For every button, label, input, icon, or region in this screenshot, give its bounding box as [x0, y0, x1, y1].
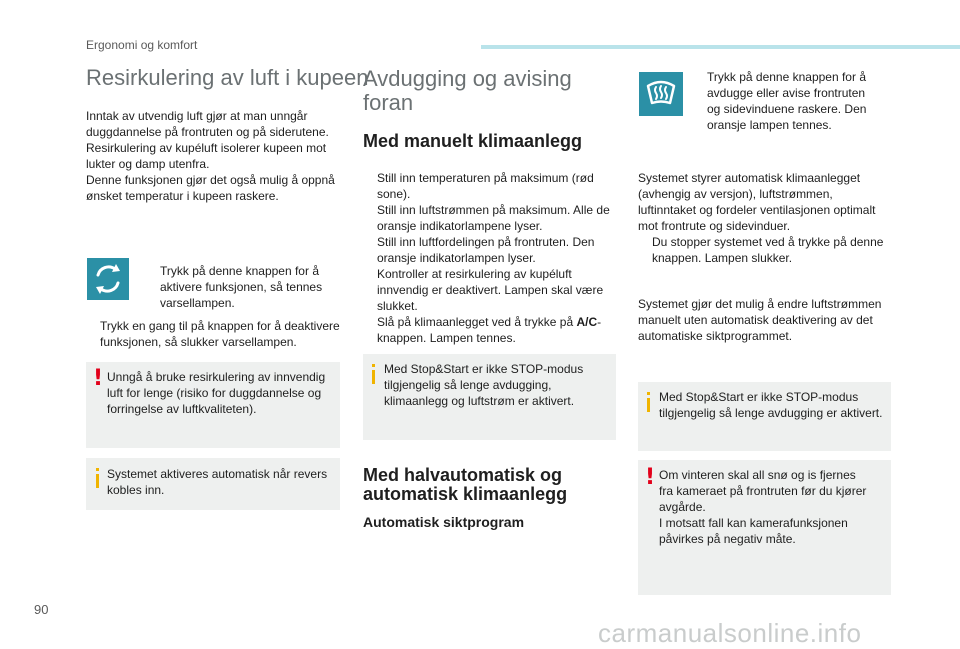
text-line: Systemet styrer automatisk klimaanlegget [638, 171, 861, 185]
text-line: mot frontrute og sidevinduer. [638, 219, 791, 233]
text-line: ønsket temperatur i kupeen raskere. [86, 189, 279, 203]
text-line: Still inn luftfordelingen på frontruten. Den [377, 235, 595, 249]
col2-title [363, 67, 572, 115]
text-line: forringelse av luftkvaliteten). [107, 402, 257, 416]
text-line: lukter og damp utenfra. [86, 157, 210, 171]
text-span: - [597, 315, 602, 329]
text-line: automatiske siktprogrammet. [638, 329, 793, 343]
text-line: Om vinteren skal all snø og is fjernes [659, 468, 856, 482]
text-line: Trykk på denne knappen for å [707, 70, 866, 84]
text-line: slukket. [377, 299, 418, 313]
recirculation-icon [87, 258, 129, 300]
text-line: funksjonen, så slukker varsellampen. [100, 335, 297, 349]
text-line: avgårde. [659, 500, 706, 514]
text-line: duggdannelse på frontruten og på siderutene. [86, 125, 329, 139]
text-line: aktivere funksjonen, så tennes [160, 280, 323, 294]
text-line: oransje indikatorlampene lyser. [377, 219, 543, 233]
col1-icon-bullet [146, 263, 346, 311]
text-line: I motsatt fall kan kamerafunksjonen [659, 516, 848, 530]
info-box [86, 458, 340, 510]
text-line: oransje indikatorlampen lyser. [377, 251, 536, 265]
defrost-windshield-icon [639, 72, 683, 116]
info-box [363, 354, 616, 440]
col1-bullet [86, 318, 346, 350]
text-line: Trykk en gang til på knappen for å deaktivere [100, 319, 340, 333]
text-line: Systemet aktiveres automatisk når revers [107, 467, 328, 481]
warning-box [638, 460, 891, 595]
text-line: luftinntaket og fordeler ventilasjonen optimalt [638, 203, 876, 217]
col2-bullets [363, 170, 623, 346]
col3-para2 [638, 296, 900, 344]
subtitle-manual: Med manuelt klimaanlegg [363, 131, 583, 151]
text-line: sone). [377, 187, 411, 201]
title-line: automatisk klimaanlegg [363, 484, 568, 504]
text-line: knappen. Lampen slukker. [652, 251, 793, 265]
watermark: carmanualsonline.info [598, 618, 862, 648]
page-number: 90 [34, 602, 49, 617]
title-line: Med halvautomatisk og [363, 465, 563, 485]
col1-intro [86, 108, 346, 204]
warning-box [86, 362, 340, 448]
text-line: innvendig er deaktivert. Lampen skal være [377, 283, 604, 297]
text-line: Med Stop&Start er ikke STOP-modus [659, 390, 859, 404]
col1-title: Resirkulering av luft i kupeen [86, 65, 369, 90]
text-line: Kontroller at resirkulering av kupéluft [377, 267, 572, 281]
text-line: avdugge eller avise frontruten [707, 86, 866, 100]
text-line: oransje lampen tennes. [707, 118, 832, 132]
section-title: Ergonomi og komfort [86, 38, 198, 52]
section-bar [481, 45, 960, 49]
subtitle-visibility: Automatisk siktprogram [363, 514, 525, 530]
text-line: Still inn temperaturen på maksimum (rød [377, 171, 594, 185]
text-line: klimaanlegg og luftstrøm er aktivert. [384, 394, 575, 408]
text-span: Slå på klimaanlegget ved å trykke på [377, 315, 577, 329]
col3-icon-bullet [693, 69, 893, 133]
text-line: tilgjengelig så lenge avdugging, [384, 378, 552, 392]
info-box [638, 382, 891, 451]
col3-para1 [638, 170, 900, 266]
text-line: Trykk på denne knappen for å [160, 264, 319, 278]
title-line: Avdugging og avising [363, 66, 572, 91]
text-line: knappen. Lampen tennes. [377, 331, 516, 345]
text-line: påvirkes på negativ måte. [659, 532, 796, 546]
text-line: tilgjengelig så lenge avdugging er aktivert. [659, 406, 883, 420]
text-line: manuelt uten automatisk deaktivering av det [638, 313, 873, 327]
text-line: Systemet gjør det mulig å endre luftstrømmen [638, 297, 882, 311]
text-line: Inntak av utvendig luft gjør at man unngår [86, 109, 308, 123]
text-line: Med Stop&Start er ikke STOP-modus [384, 362, 584, 376]
subtitle-automatic [363, 466, 567, 504]
warning-icon: ! [645, 465, 656, 490]
text-line: og sidevinduene raskere. Den [707, 102, 867, 116]
text-line: Still inn luftstrømmen på maksimum. Alle de [377, 203, 610, 217]
text-line: Resirkulering av kupéluft isolerer kupeen mot [86, 141, 327, 155]
text-line: (avhengig av versjon), luftstrømmen, [638, 187, 833, 201]
text-line: varsellampen. [160, 296, 235, 310]
text-line: Denne funksjonen gjør det også mulig å oppnå [86, 173, 335, 187]
text-line: Unngå å bruke resirkulering av innvendig [107, 370, 326, 384]
text-line: fra kameraet på frontruten før du kjører [659, 484, 867, 498]
text-line: kobles inn. [107, 483, 165, 497]
ac-key-label: A/C [576, 315, 598, 329]
text-line: Du stopper systemet ved å trykke på denne [652, 235, 884, 249]
title-line: foran [363, 90, 414, 115]
text-line: luft for lenge (risiko for duggdannelse og [107, 386, 322, 400]
warning-icon: ! [93, 366, 104, 391]
text-line [377, 314, 623, 330]
